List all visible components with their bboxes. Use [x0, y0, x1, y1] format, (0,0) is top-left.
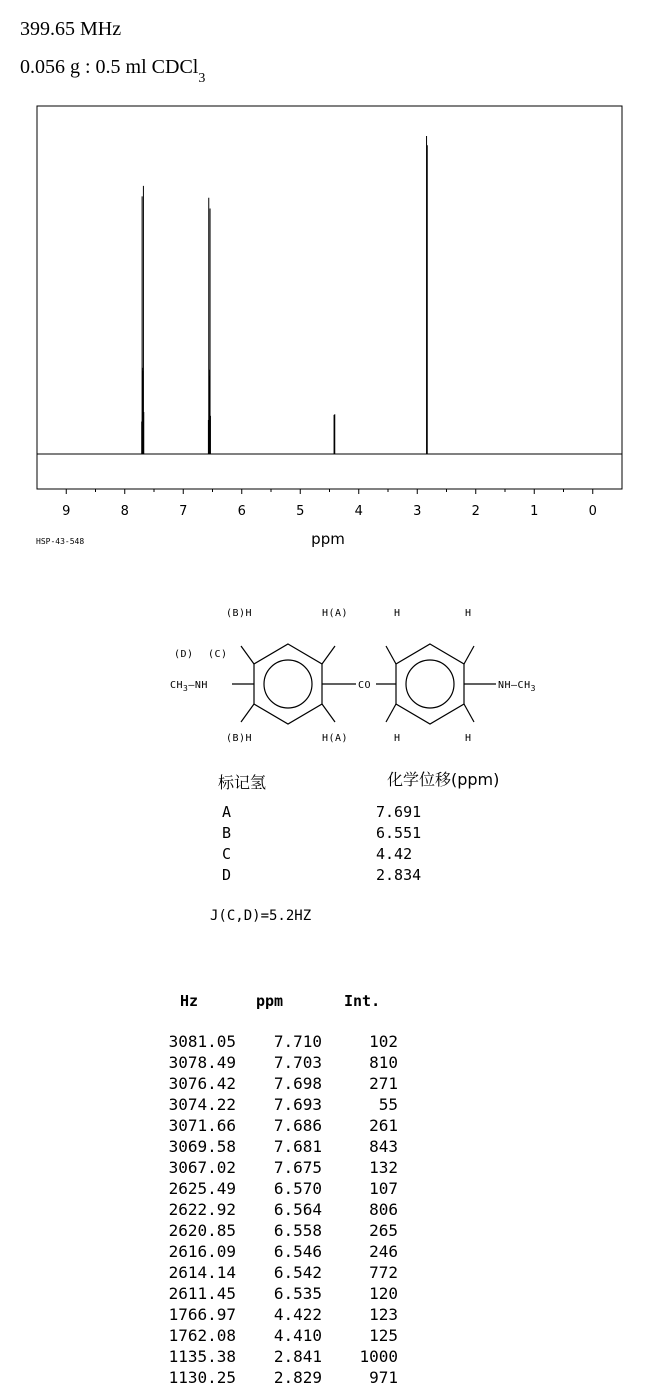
assignment-label: B [222, 824, 232, 842]
peak-intensity: 123 [369, 1305, 398, 1324]
label-b-bottom: (B)H [226, 733, 253, 744]
methylamine-right [498, 680, 536, 693]
methyl-left-ch: CH [170, 680, 184, 691]
peak-intensity: 810 [369, 1053, 398, 1072]
methyl-left [170, 680, 208, 693]
peak-ppm: 2.841 [273, 1347, 322, 1366]
assignment-shift: 2.834 [376, 866, 422, 884]
peak-ppm: 7.693 [273, 1095, 322, 1114]
assignment-shift: 4.42 [376, 845, 413, 863]
x-axis-tick-label-0: 9 [62, 504, 71, 519]
assignment-label: D [222, 866, 232, 884]
peak-ppm: 7.710 [273, 1032, 322, 1051]
peak-hz: 3071.66 [168, 1116, 236, 1135]
x-axis-tick-label-9: 0 [588, 504, 597, 519]
assignment-header-label: 标记氢 [218, 773, 267, 792]
peak-hz: 1130.25 [168, 1368, 236, 1387]
peak-intensity: 120 [369, 1284, 398, 1303]
peak-hz: 3074.22 [168, 1095, 236, 1114]
x-axis-label: ppm [311, 530, 345, 548]
assignment-shift: 7.691 [376, 803, 422, 821]
assignment-shift: 6.551 [376, 824, 422, 842]
carbonyl-label: CO [358, 680, 372, 691]
spectrum-code: HSP-43-548 [36, 537, 85, 546]
peak-ppm: 4.410 [273, 1326, 322, 1345]
methyl-right-sub: 3 [530, 684, 536, 693]
peak-hz: 1762.08 [168, 1326, 236, 1345]
label-h-ring2-top-right: H [465, 608, 472, 619]
peak-intensity: 971 [369, 1368, 398, 1387]
bond-ring2-top-right-h [464, 646, 474, 664]
x-axis-ticks [62, 489, 597, 519]
peak-hz: 3078.49 [168, 1053, 236, 1072]
peak-intensity: 261 [369, 1116, 398, 1135]
peak-hz: 2614.14 [168, 1263, 236, 1282]
peak-intensity: 107 [369, 1179, 398, 1198]
peak-intensity: 246 [369, 1242, 398, 1261]
peak-ppm: 6.542 [273, 1263, 322, 1282]
bond-right-bottom-h [322, 704, 335, 722]
peak-ppm: 2.829 [273, 1368, 322, 1387]
peak-table-header-int: Int. [344, 992, 381, 1010]
spectrum-peaks [142, 136, 428, 454]
peak-ppm: 7.686 [273, 1116, 322, 1135]
peak-ppm: 6.558 [273, 1221, 322, 1240]
bond-left-top-h [241, 646, 254, 664]
peak-ppm: 7.698 [273, 1074, 322, 1093]
peak-intensity: 1000 [359, 1347, 398, 1366]
peak-intensity: 843 [369, 1137, 398, 1156]
peak-hz: 3081.05 [168, 1032, 236, 1051]
label-c: (C) [208, 649, 228, 660]
sample-info-main: 0.056 g : 0.5 ml CDCl [20, 56, 199, 78]
peak-ppm: 7.703 [273, 1053, 322, 1072]
peak-hz: 1766.97 [168, 1305, 236, 1324]
bond-right-top-h [322, 646, 335, 664]
peak-intensity: 102 [369, 1032, 398, 1051]
x-axis-tick-label-1: 8 [120, 504, 129, 519]
peak-hz: 2622.92 [168, 1200, 236, 1219]
label-h-ring2-bottom-right: H [465, 733, 472, 744]
label-a-top: H(A) [322, 608, 349, 619]
x-axis-tick-label-7: 2 [471, 504, 480, 519]
peak-hz: 1135.38 [168, 1347, 236, 1366]
peak-hz: 3069.58 [168, 1137, 236, 1156]
methyl-left-sub: 3 [183, 684, 189, 693]
assignment-label: C [222, 845, 232, 863]
peak-ppm: 6.564 [273, 1200, 322, 1219]
sample-info-subscript: 3 [198, 71, 206, 86]
right-ring-aromatic-circle [406, 660, 454, 708]
peak-intensity: 55 [378, 1095, 398, 1114]
spectrometer-frequency: 399.65 MHz [20, 18, 122, 40]
label-d: (D) [174, 649, 194, 660]
nmr-spectrum-chart [0, 0, 652, 560]
label-h-ring2-bottom-left: H [394, 733, 401, 744]
peak-ppm: 6.535 [273, 1284, 322, 1303]
peak-table-header-hz: Hz [180, 992, 199, 1010]
peak-ppm: 7.675 [273, 1158, 322, 1177]
peak-hz: 2625.49 [168, 1179, 236, 1198]
peak-intensity: 125 [369, 1326, 398, 1345]
peak-intensity: 132 [369, 1158, 398, 1177]
peak-ppm: 7.681 [273, 1137, 322, 1156]
peak-intensity: 265 [369, 1221, 398, 1240]
bond-ring2-bottom-left-h [386, 704, 396, 722]
peak-ppm: 6.546 [273, 1242, 322, 1261]
x-axis-tick-label-8: 1 [530, 504, 539, 519]
peak-table-header-ppm: ppm [256, 992, 284, 1010]
label-a-bottom: H(A) [322, 733, 349, 744]
coupling-constant: J(C,D)=5.2HZ [210, 908, 312, 924]
left-ring-aromatic-circle [264, 660, 312, 708]
peak-ppm: 6.570 [273, 1179, 322, 1198]
peak-intensity: 271 [369, 1074, 398, 1093]
peak-hz: 2620.85 [168, 1221, 236, 1240]
bond-ring2-top-left-h [386, 646, 396, 664]
peak-ppm: 4.422 [273, 1305, 322, 1324]
assignment-header-shift: 化学位移(ppm) [387, 770, 500, 789]
x-axis-tick-label-5: 4 [354, 504, 363, 519]
chemical-structure [0, 590, 652, 750]
label-b-top: (B)H [226, 608, 253, 619]
nh-right: NH—CH [498, 680, 531, 691]
bond-ring2-bottom-right-h [464, 704, 474, 722]
nh-left: —NH [188, 680, 208, 691]
x-axis-tick-label-2: 7 [179, 504, 188, 519]
x-axis-tick-label-4: 5 [296, 504, 305, 519]
x-axis-tick-label-6: 3 [413, 504, 422, 519]
peak-hz: 3076.42 [168, 1074, 236, 1093]
peak-hz: 3067.02 [168, 1158, 236, 1177]
peak-hz: 2611.45 [168, 1284, 236, 1303]
x-axis-tick-label-3: 6 [237, 504, 246, 519]
peak-hz: 2616.09 [168, 1242, 236, 1261]
peak-intensity: 772 [369, 1263, 398, 1282]
peak-intensity: 806 [369, 1200, 398, 1219]
assignment-label: A [222, 803, 232, 821]
label-h-ring2-top-left: H [394, 608, 401, 619]
plot-frame [37, 106, 622, 489]
bond-left-bottom-h [241, 704, 254, 722]
